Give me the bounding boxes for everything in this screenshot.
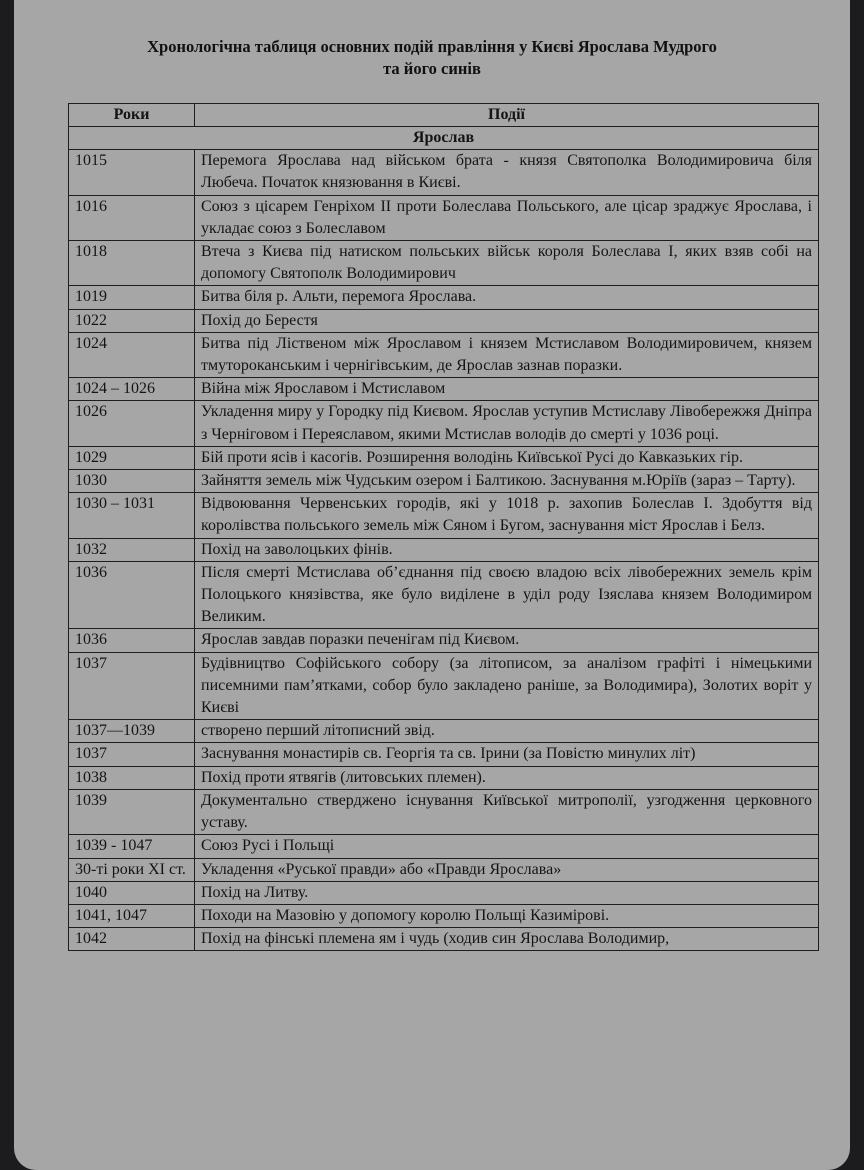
row-year: 1024 – 1026 [69,378,195,401]
row-event: Укладення «Руської правди» або «Правди Ярослава» [195,858,819,881]
table-row [69,446,819,469]
table-row [69,652,819,720]
row-event: Перемога Ярослава над військом брата - князя Святополка Володимировича біля Любеча. Початок князювання в Києві. [195,150,819,195]
row-event: Битва під Лiственом між Ярославом і князем Мстиславом Володимировичем, князем тмутороканським і чернігівським, де Ярослав зазнав поразки. [195,332,819,377]
title-line-1: Хронологічна таблиця основних подій правління у Києві Ярослава Мудрого [147,37,717,56]
row-year: 1029 [69,446,195,469]
row-event: Похід на Литву. [195,881,819,904]
row-year: 1018 [69,241,195,286]
table-row [69,286,819,309]
row-year: 1036 [69,629,195,652]
row-year: 1022 [69,309,195,332]
table-header-row [69,104,819,127]
table-row [69,766,819,789]
row-event: Документально стверджено існування Київської митрополії, узгодження церковного уставу. [195,789,819,834]
row-event: Втеча з Києва під натиском польських військ короля Болеслава І, яких взяв собі на допомогу Святополк Володимирович [195,241,819,286]
row-event: Відвоювання Червенських городів, які у 1018 р. захопив Болеслав І. Здобуття від королівства польського земель між Сяном і Бугом, заснування міст Ярослав і Белз. [195,493,819,538]
row-year: 1037 [69,743,195,766]
table-row [69,835,819,858]
row-year: 1026 [69,401,195,446]
row-event: Після смерті Мстислава об’єднання під своєю владою всіх лівобережних земель крім Полоцького князівства, яке було виділене в уділ роду Ізяслава князем Володимиром Великим. [195,561,819,629]
row-event: Походи на Мазовію у допомогу королю Польщі Казимірові. [195,904,819,927]
row-year: 1030 [69,470,195,493]
section-row [69,127,819,150]
table-row [69,928,819,951]
table-row [69,493,819,538]
table-row [69,720,819,743]
row-year: 1039 - 1047 [69,835,195,858]
section-title: Ярослав [69,127,819,150]
row-year: 1015 [69,150,195,195]
row-year: 1016 [69,195,195,240]
row-event: Битва біля р. Альти, перемога Ярослава. [195,286,819,309]
row-event: Похід до Берестя [195,309,819,332]
table-row [69,789,819,834]
document-page [14,0,850,1170]
table-row [69,150,819,195]
row-event: Заснування монастирів св. Георгія та св. Ірини (за Повістю минулих літ) [195,743,819,766]
table-row [69,309,819,332]
table-row [69,470,819,493]
table-row [69,858,819,881]
row-event: Похід на заволоцьких фінів. [195,538,819,561]
chronology-table [68,103,819,951]
row-event: Похід на фінські племена ям і чудь (ходив син Ярослава Володимир, [195,928,819,951]
row-event: Похід проти ятвягів (литовських племен). [195,766,819,789]
row-year: 30-ті роки XI ст. [69,858,195,881]
row-year: 1041, 1047 [69,904,195,927]
row-year: 1030 – 1031 [69,493,195,538]
row-event: створено перший літописний звід. [195,720,819,743]
row-event: Будівництво Софійського собору (за літописом, за аналізом графіті і німецькими писемними пам’ятками, собор було закладено раніше, за Володимира), Золотих воріт у Києві [195,652,819,720]
table-row [69,904,819,927]
table-row [69,401,819,446]
table-row [69,561,819,629]
row-event: Ярослав завдав поразки печенігам під Києвом. [195,629,819,652]
table-row [69,378,819,401]
header-years: Роки [69,104,195,127]
title-line-2: та його синів [383,59,481,78]
document-title [14,36,850,80]
row-event: Союз з цісарем Генріхом II проти Болеслава Польського, але цісар зраджує Ярослава, і укладає союз з Болеславом [195,195,819,240]
row-year: 1032 [69,538,195,561]
row-year: 1037—1039 [69,720,195,743]
row-year: 1037 [69,652,195,720]
row-event: Війна між Ярославом і Мстиславом [195,378,819,401]
row-year: 1036 [69,561,195,629]
table-row [69,881,819,904]
row-year: 1019 [69,286,195,309]
row-year: 1040 [69,881,195,904]
row-event: Зайняття земель між Чудським озером і Балтикою. Заснування м.Юріїв (зараз – Тарту). [195,470,819,493]
row-event: Бій проти ясів і касогів. Розширення володінь Київської Русі до Кавказьких гір. [195,446,819,469]
row-year: 1038 [69,766,195,789]
row-event: Укладення миру у Городку під Києвом. Ярослав уступив Мстиславу Лівобережжя Дніпра з Черніговом і Переяславом, якими Мстислав володів до смерті у 1036 році. [195,401,819,446]
row-year: 1024 [69,332,195,377]
row-event: Союз Русі і Польщі [195,835,819,858]
row-year: 1039 [69,789,195,834]
table-row [69,241,819,286]
table-row [69,332,819,377]
table-row [69,195,819,240]
table-row [69,538,819,561]
table-row [69,629,819,652]
row-year: 1042 [69,928,195,951]
header-events: Події [195,104,819,127]
table-row [69,743,819,766]
